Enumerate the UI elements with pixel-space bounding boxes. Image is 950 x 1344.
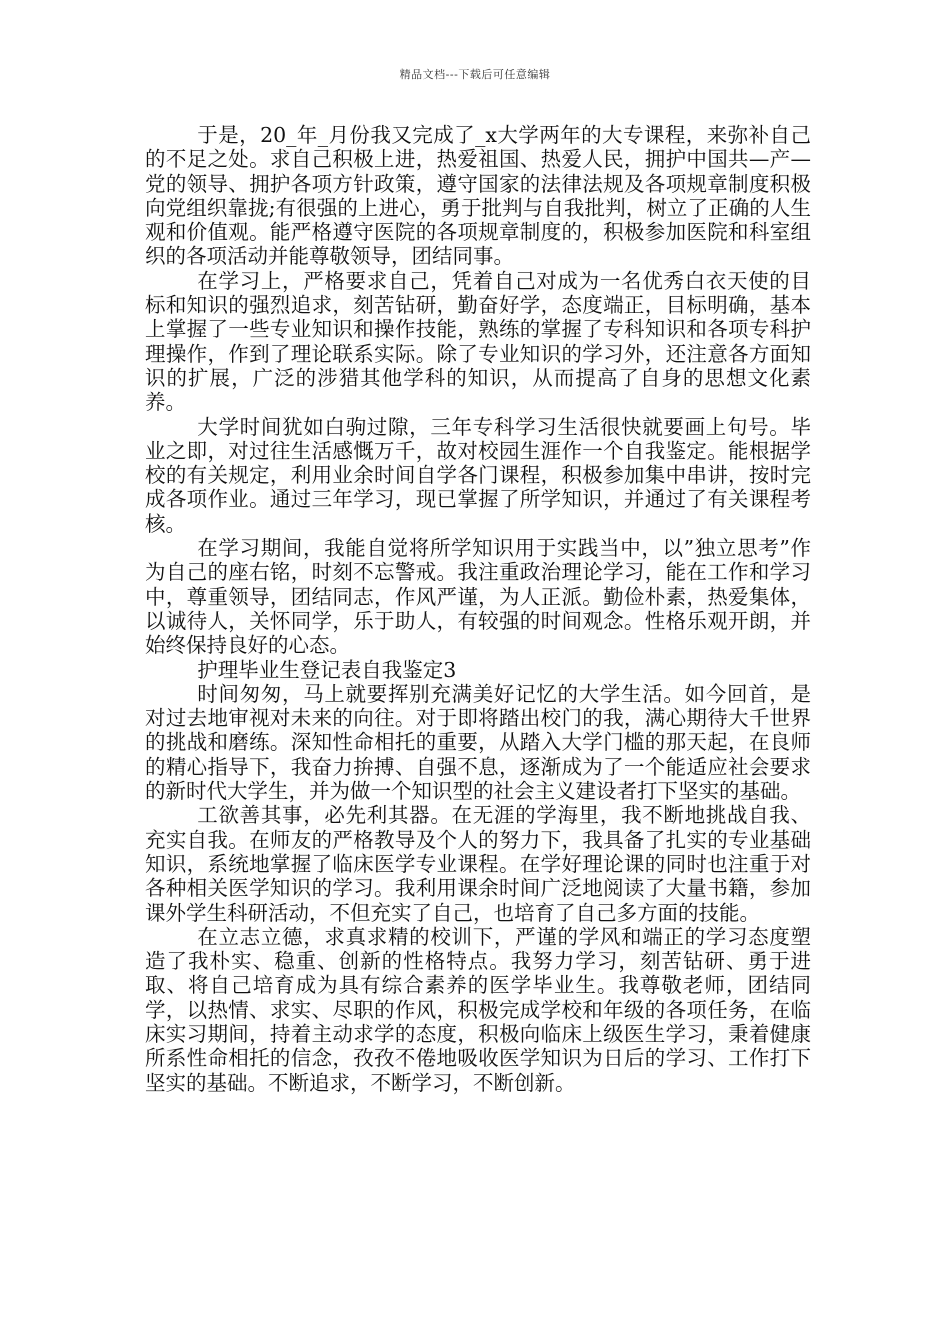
paragraph: 工欲善其事，必先利其器。在无涯的学海里，我不断地挑战自我、充实自我。在师友的严格教导及个人的努力下，我具备了扎实的专业基础知识，系统地掌握了临床医学专业课程。在学好理论课的同时也注重于对各种相关医学知识的学习。我利用课余时间广泛地阅读了大量书籍，参加课外学生科研活动，不但充实了自己，也培育了自己多方面的技能。 <box>145 803 811 925</box>
page-header: 精品文档---下载后可任意编辑 <box>399 68 551 81</box>
paragraph: 在立志立德，求真求精的校训下，严谨的学风和端正的学习态度塑造了我朴实、稳重、创新的性格特点。我努力学习，刻苦钻研、勇于进取、将自己培育成为具有综合素养的医学毕业生。我尊敬老师，团结同学，以热情、求实、尽职的作风，积极完成学校和年级的各项任务，在临床实习期间，持着主动求学的态度，积极向临床上级医生学习，秉着健康所系性命相托的信念，孜孜不倦地吸收医学知识为日后的学习、工作打下坚实的基础。不断追求，不断学习，不断创新。 <box>145 924 811 1095</box>
paragraph: 在学习期间，我能自觉将所学知识用于实践当中，以”独立思考”作为自己的座右铭，时刻不忘警戒。我注重政治理论学习，能在工作和学习中，尊重领导，团结同志，作风严谨，为人正派。勤俭朴素，热爱集体，以诚待人，关怀同学，乐于助人，有较强的时间观念。性格乐观开朗，并始终保持良好的心态。 <box>145 536 811 658</box>
section-heading: 护理毕业生登记表自我鉴定3 <box>197 657 457 682</box>
paragraph: 大学时间犹如白驹过隙，三年专科学习生活很快就要画上句号。毕业之即，对过往生活感慨万千，故对校园生涯作一个自我鉴定。能根据学校的有关规定，利用业余时间自学各门课程，积极参加集中串讲，按时完成各项作业。通过三年学习，现已掌握了所学知识，并通过了有关课程考核。 <box>145 414 811 536</box>
paragraph: 于是，20_年_月份我又完成了_x大学两年的大专课程，来弥补自己的不足之处。求自己积极上进，热爱祖国、热爱人民，拥护中国共—产—党的领导、拥护各项方针政策，遵守国家的法律法规及各项规章制度积极向党组织靠拢;有很强的上进心，勇于批判与自我批判，树立了正确的人生观和价值观。能严格遵守医院的各项规章制度的，积极参加医院和科室组织的各项活动并能尊敬领导，团结同事。 <box>145 123 811 269</box>
paragraph: 在学习上，严格要求自己，凭着自己对成为一名优秀白衣天使的目标和知识的强烈追求，刻苦钻研，勤奋好学，态度端正，目标明确，基本上掌握了一些专业知识和操作技能，熟练的掌握了专科知识和各项专科护理操作，作到了理论联系实际。除了专业知识的学习外，还注意各方面知识的扩展，广泛的涉猎其他学科的知识，从而提高了自身的思想文化素养。 <box>145 268 811 415</box>
document-body <box>145 123 811 1095</box>
paragraph: 时间匆匆，马上就要挥别充满美好记忆的大学生活。如今回首，是对过去地审视对未来的向往。对于即将踏出校门的我，满心期待大千世界的挑战和磨练。深知性命相托的重要，从踏入大学门槛的那天起，在良师的精心指导下，我奋力拚搏、自强不息，逐渐成为了一个能适应社会要求的新时代大学生，并为做一个知识型的社会主义建设者打下坚实的基础。 <box>145 681 811 804</box>
